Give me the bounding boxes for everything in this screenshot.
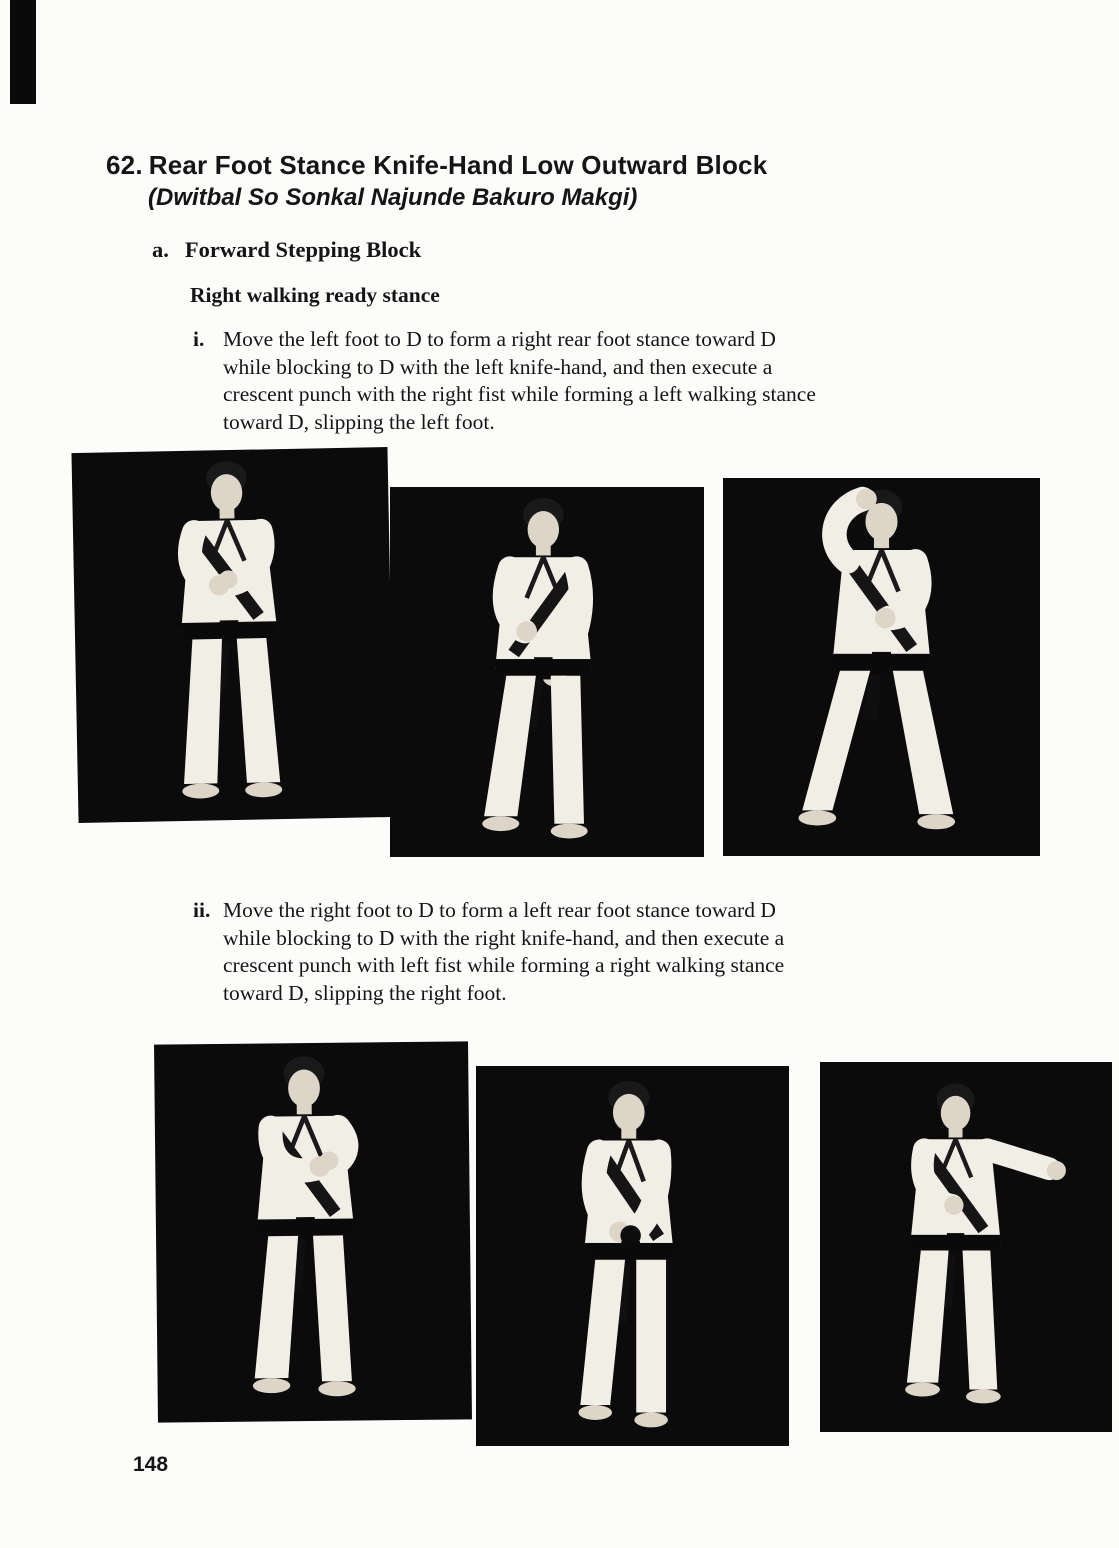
- text-line: Move the left foot to D to form a right rear foot stance toward D: [223, 327, 776, 351]
- section-romanized-title: (Dwitbal So Sonkal Najunde Bakuro Makgi): [148, 184, 638, 211]
- ready-stance-heading: Right walking ready stance: [190, 283, 440, 307]
- photo-step-ii-1: [154, 1041, 472, 1422]
- page-number: 148: [133, 1453, 169, 1476]
- subsection-letter: a.: [152, 237, 169, 262]
- text-line: while blocking to D with the right knife-hand, and then execute a: [223, 925, 785, 950]
- text-line: crescent punch with left fist while forming a right walking stance: [223, 953, 785, 977]
- text-line: Move the right foot to D to form a left rear foot stance toward D: [223, 898, 776, 922]
- text-line: toward D, slipping the left foot.: [223, 409, 495, 434]
- step-ii-paragraph: [193, 897, 923, 1007]
- photo-step-ii-3: [820, 1062, 1112, 1432]
- photo-step-i-2: [390, 487, 704, 857]
- subsection-title: Forward Stepping Block: [184, 237, 422, 262]
- photo-step-i-1: [71, 447, 394, 823]
- text-line: while blocking to D with the left knife-hand, and then execute a: [223, 354, 773, 379]
- martial-artist-figure: [723, 478, 1040, 856]
- section-heading: [106, 150, 767, 180]
- section-title: Rear Foot Stance Knife-Hand Low Outward Block: [148, 150, 768, 180]
- martial-artist-figure: [476, 1066, 789, 1446]
- step-i-marker: i.: [193, 327, 205, 351]
- step-ii-marker: ii.: [193, 898, 211, 922]
- step-ii-text: [223, 897, 923, 1007]
- step-i-text: [223, 326, 923, 436]
- photo-step-ii-2: [476, 1066, 789, 1446]
- text-line: crescent punch with the right fist while forming a left walking stance: [223, 382, 816, 406]
- scan-edge-mark: [10, 0, 36, 104]
- martial-artist-figure: [71, 447, 394, 823]
- martial-artist-figure: [820, 1062, 1112, 1432]
- photo-step-i-3: [723, 478, 1040, 856]
- text-line: toward D, slipping the right foot.: [223, 980, 507, 1005]
- section-number: 62.: [106, 150, 143, 180]
- martial-artist-figure: [390, 487, 704, 857]
- step-i-paragraph: [193, 326, 923, 436]
- martial-artist-figure: [154, 1041, 472, 1422]
- subsection-heading: [152, 237, 421, 263]
